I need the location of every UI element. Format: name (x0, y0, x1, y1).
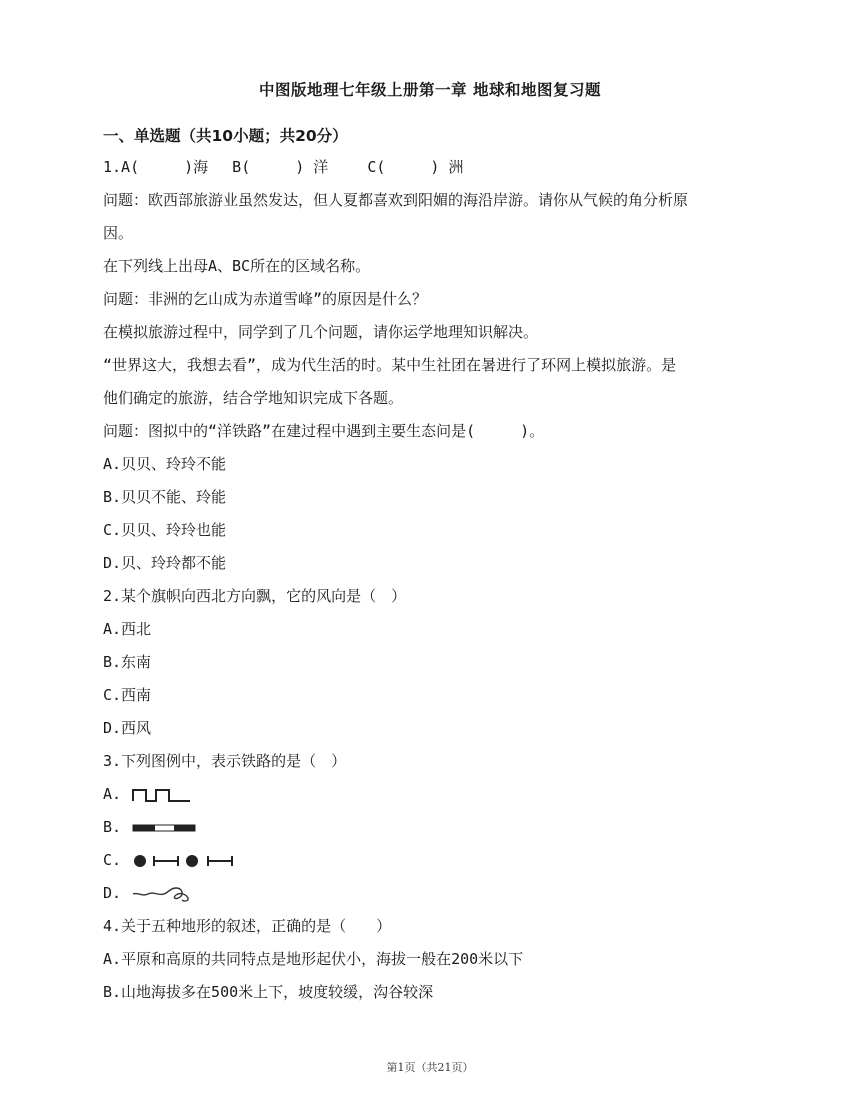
option-label: C. (103, 851, 122, 869)
question-3-option-c (103, 849, 763, 871)
question-2-option-b: B.东南 (103, 653, 152, 671)
section-heading: 一、单选题（共10小题；共20分） (103, 127, 348, 145)
question-1-option-a: A.贝贝、玲玲不能 (103, 455, 227, 473)
option-label: B. (103, 818, 122, 836)
question-1-text-7: 他们确定的旅游，结合学地知识完成下各题。 (103, 389, 404, 407)
question-2-option-d: D.西风 (103, 719, 152, 737)
question-3-option-d (103, 882, 763, 904)
question-3-option-a (103, 783, 763, 805)
question-1-text-2: 因。 (103, 224, 134, 242)
question-4-option-a: A.平原和高原的共同特点是地形起伏小，海拔一般在200米以下 (103, 950, 524, 968)
legend-square-wave-icon (132, 787, 192, 803)
question-1-text-4: 问题：非洲的乞山成为赤道雪峰”的原因是什么？ (103, 290, 428, 308)
question-2-option-a: A.西北 (103, 620, 152, 638)
question-3-option-b (103, 816, 763, 838)
question-1-text-6: “世界这大，我想去看”，成为代生活的时。某中生社团在暑进行了环网上模拟旅游。是 (103, 356, 677, 374)
question-1-blanks: 1.A( )海 B( ) 洋 C( ) 洲 (103, 158, 464, 176)
question-1-option-d: D.贝、玲玲都不能 (103, 554, 227, 572)
question-1-text-8: 问题：图拟中的“洋铁路”在建过程中遇到主要生态问是( )。 (103, 422, 545, 440)
legend-railway-icon (132, 820, 196, 836)
document-title: 中图版地理七年级上册第一章 地球和地图复习题 (259, 81, 601, 99)
legend-dot-bar-icon (132, 853, 236, 869)
question-2-stem: 2.某个旗帜向西北方向飘，它的风向是（ ） (103, 587, 407, 605)
question-4-option-b: B.山地海拔多在500米上下，坡度较缓，沟谷较深 (103, 983, 434, 1001)
question-4-stem: 4.关于五种地形的叙述，正确的是（ ） (103, 917, 392, 935)
question-1-text-3: 在下列线上出母A、BC所在的区域名称。 (103, 257, 371, 275)
option-label: D. (103, 884, 122, 902)
question-1-option-c: C.贝贝、玲玲也能 (103, 521, 227, 539)
page-footer: 第1页（共21页） (386, 1061, 474, 1074)
question-1-option-b: B.贝贝不能、玲能 (103, 488, 227, 506)
legend-river-icon (132, 884, 192, 904)
question-3-stem: 3.下列图例中，表示铁路的是（ ） (103, 752, 347, 770)
question-1-text-5: 在模拟旅游过程中，同学到了几个问题，请你运学地理知识解决。 (103, 323, 539, 341)
option-label: A. (103, 785, 122, 803)
question-2-option-c: C.西南 (103, 686, 152, 704)
question-1-text-1: 问题：欧西部旅游业虽然发达，但人夏都喜欢到阳媚的海沿岸游。请你从气候的角分析原 (103, 191, 689, 209)
